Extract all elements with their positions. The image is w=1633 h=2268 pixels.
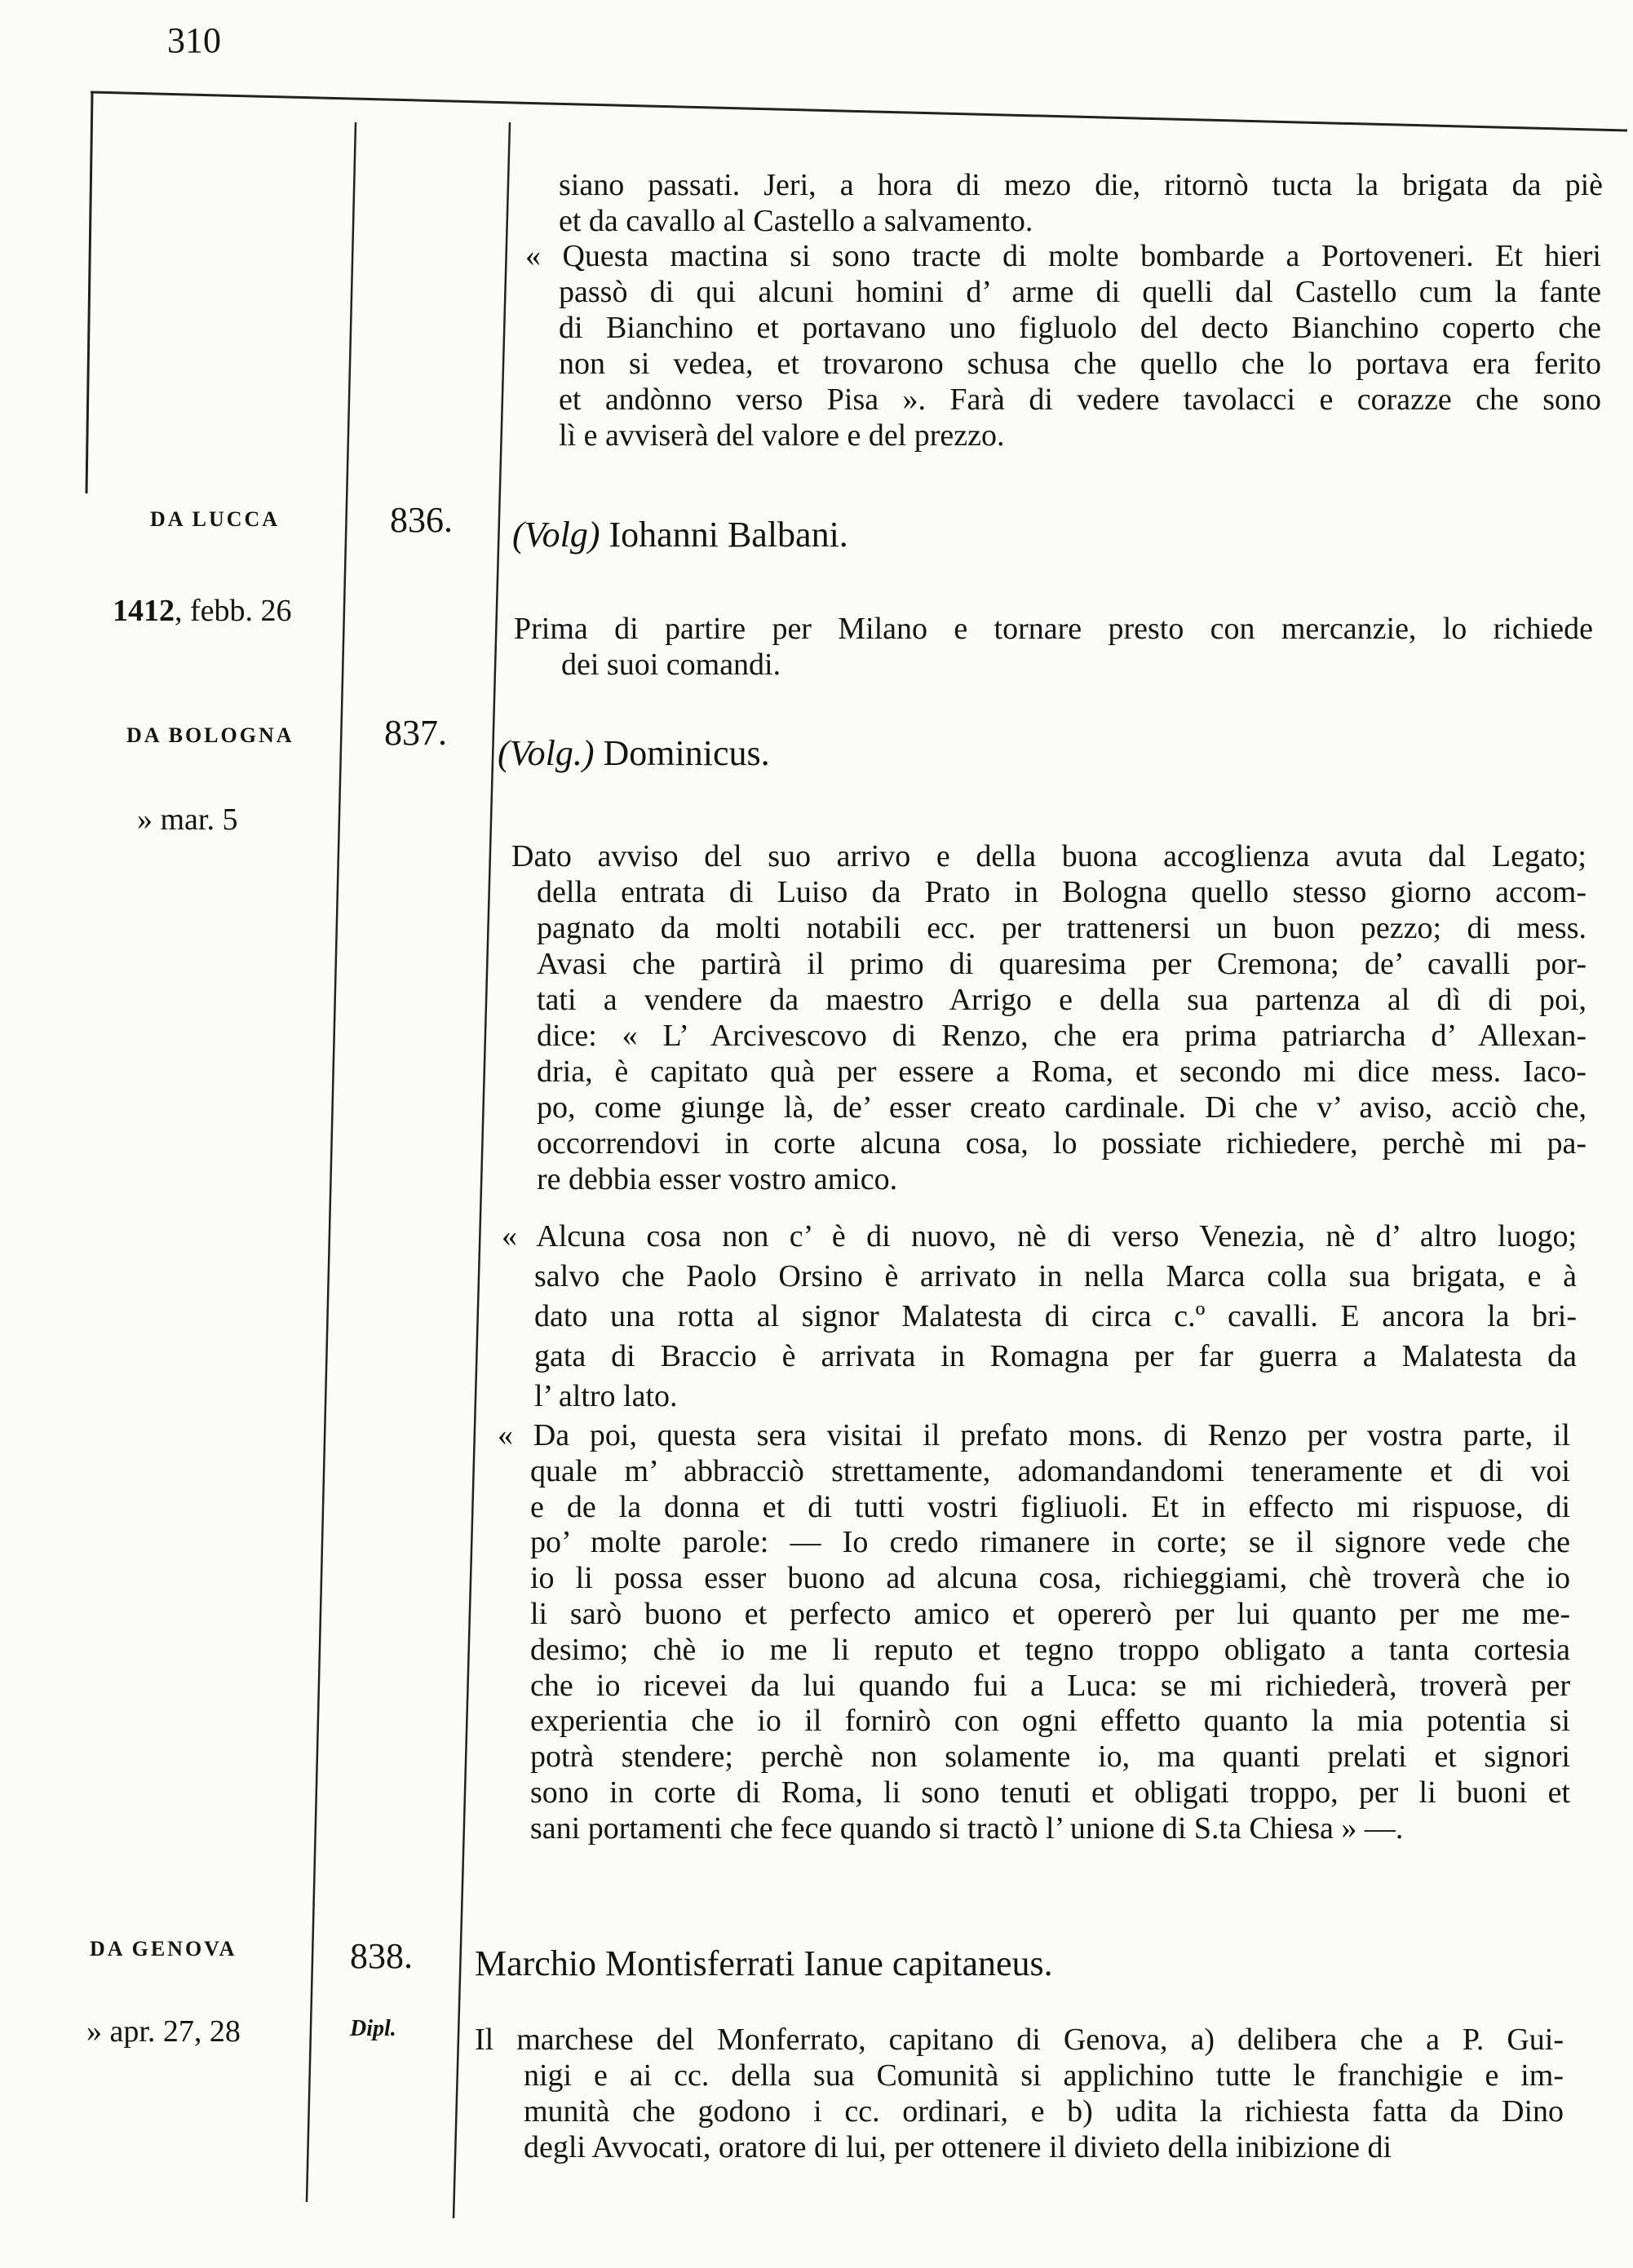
text-line: salvo che Paolo Orsino è arrivato in nella Marca colla sua brigata, e à [534, 1259, 1577, 1293]
entry-838-number: 838. [350, 1936, 413, 1976]
text-line: et da cavallo al Castello a salvamento. [559, 204, 1033, 238]
entry-838-heading: Marchio Montisferrati Ianue capitaneus. [475, 1943, 1053, 1983]
text-line: di Bianchino et portavano uno figluolo del decto Bianchino coperto che [559, 311, 1601, 345]
text-line: re debbia esser vostro amico. [537, 1162, 898, 1196]
text-line: Dato avviso del suo arrivo e della buona accoglienza avuta dal Legato; [511, 839, 1587, 873]
text-line: « Da poi, questa sera visitai il prefato mons. di Renzo per vostra parte, il [498, 1418, 1570, 1452]
date-column-rule [307, 122, 356, 2202]
text-line: della entrata di Luiso da Prato in Bologna quello stesso giorno accom- [537, 875, 1587, 909]
text-line: e de la donna et di tutti vostri figliuoli. Et in effecto mi rispuose, di [530, 1489, 1570, 1524]
number-column-rule [454, 122, 510, 2218]
entry-836-date [113, 593, 292, 629]
entry-838-date: » apr. 27, 28 [86, 2014, 241, 2049]
paragraph-questa-mactina [525, 238, 1601, 453]
page-number: 310 [167, 20, 221, 60]
text-line: io li possa esser buono ad alcuna cosa, richieggiami, chè troverà che io [530, 1561, 1570, 1596]
text-line: degli Avvocati, oratore di lui, per ottenere il divieto della inibizione di [524, 2130, 1392, 2164]
entry-836-heading [512, 514, 848, 555]
text-line: dice: « L’ Arcivescovo di Renzo, che era prima patriarcha d’ Allexan- [537, 1019, 1587, 1053]
text-line: potrà stendere; perchè non solamente io, ma quanti prelati et signori [530, 1740, 1570, 1775]
summary-837 [511, 838, 1587, 1197]
entry-836-place: DA LUCCA [150, 507, 281, 531]
text-line: po’ molte parole: — Io credo rimanere in corte; se il signore vede che [530, 1525, 1570, 1560]
text-line: pagnato da molti notabili ecc. per trattenersi un buon pezzo; di mess. [537, 911, 1587, 945]
text-line: « Alcuna cosa non c’ è di nuovo, nè di verso Venezia, nè d’ altro luogo; [502, 1219, 1577, 1253]
entry-836-year: 1412 [113, 594, 175, 628]
text-line: Prima di partire per Milano e tornare presto con mercanzie, lo richiede [514, 612, 1593, 646]
text-line: li sarò buono et perfecto amico et opererò per lui quanto per me me- [530, 1596, 1570, 1631]
entry-837-heading-prefix: (Volg.) [498, 733, 595, 773]
entry-838-note: Dipl. [350, 2016, 396, 2041]
text-line: non si vedea, et trovarono schusa che quello che lo portava era ferito [559, 347, 1601, 381]
left-margin-rule [86, 92, 92, 493]
text-line: et andònno verso Pisa ». Farà di vedere tavolacci e corazze che sono [559, 382, 1601, 417]
text-line: nigi e ai cc. della sua Comunità si applichino tutte le franchigie e im- [524, 2058, 1564, 2093]
entry-836-heading-name: Iohanni Balbani. [600, 515, 848, 555]
text-line: sono in corte di Roma, li sono tenuti et obligati troppo, per li buoni et [530, 1775, 1570, 1810]
text-line: gata di Braccio è arrivata in Romagna per far guerra a Malatesta da [534, 1339, 1577, 1373]
entry-837-number: 837. [384, 713, 447, 753]
entry-838-place: DA GENOVA [90, 1937, 237, 1961]
text-line: experientia che io il fornirò con ogni effetto quanto la mia potentia si [530, 1704, 1570, 1739]
text-line: occorrendovi in corte alcuna cosa, lo possiate richiedere, perchè mi pa- [537, 1126, 1587, 1161]
text-line: siano passati. Jeri, a hora di mezo die, ritornò tucta la brigata da piè [559, 168, 1603, 202]
text-line: « Questa mactina si sono tracte di molte bombarde a Portoveneri. Et hieri [525, 239, 1601, 273]
text-line: tati a vendere da maestro Arrigo e della sua partenza al dì di poi, [537, 983, 1587, 1017]
entry-836-day: , febb. 26 [175, 594, 292, 628]
text-line: munità che godono i cc. ordinari, e b) udita la richiesta fatta da Dino [524, 2094, 1564, 2129]
text-line: Il marchese del Monferrato, capitano di Genova, a) delibera che a P. Gui- [475, 2023, 1564, 2057]
text-line: che io ricevei da lui quando fui a Luca: se mi richiederà, troverà per [530, 1668, 1570, 1703]
summary-838 [475, 2022, 1564, 2165]
text-line: l’ altro lato. [534, 1379, 678, 1413]
paragraph-continuation [559, 167, 1603, 239]
text-line: lì e avviserà del valore e del prezzo. [559, 418, 1005, 453]
text-line: Avasi che partirà il primo di quaresima per Cremona; de’ cavalli por- [537, 947, 1587, 981]
entry-837-heading-name: Dominicus. [594, 733, 770, 773]
paragraph-da-poi [498, 1418, 1570, 1847]
text-line: sani portamenti che fece quando si tractò l’ unione di S.ta Chiesa » —. [530, 1810, 1404, 1846]
text-line: passò di qui alcuni homini d’ arme di quelli dal Castello cum la fante [559, 275, 1601, 309]
entry-837-date: » mar. 5 [137, 802, 238, 837]
text-line: dria, è capitato quà per essere a Roma, et secondo mi dice mess. Iaco- [537, 1054, 1587, 1089]
entry-837-heading [498, 732, 770, 774]
text-line: quale m’ abbracciò strettamente, adomandandomi teneramente et di voi [530, 1453, 1570, 1488]
text-line: desimo; chè io me li reputo et tegno troppo obligato a tanta cortesia [530, 1632, 1570, 1667]
text-line: po, come giunge là, de’ esser creato cardinale. Di che v’ aviso, acciò che, [537, 1090, 1587, 1125]
entry-837-place: DA BOLOGNA [126, 723, 294, 747]
top-rule [91, 92, 1627, 130]
text-line: dato una rotta al signor Malatesta di circa c.º cavalli. E ancora la bri- [534, 1299, 1577, 1333]
text-line: dei suoi comandi. [561, 648, 781, 682]
paragraph-alcuna-cosa [502, 1217, 1577, 1417]
entry-836-heading-prefix: (Volg) [512, 515, 600, 555]
entry-836-number: 836. [390, 500, 453, 540]
summary-836 [514, 611, 1593, 683]
